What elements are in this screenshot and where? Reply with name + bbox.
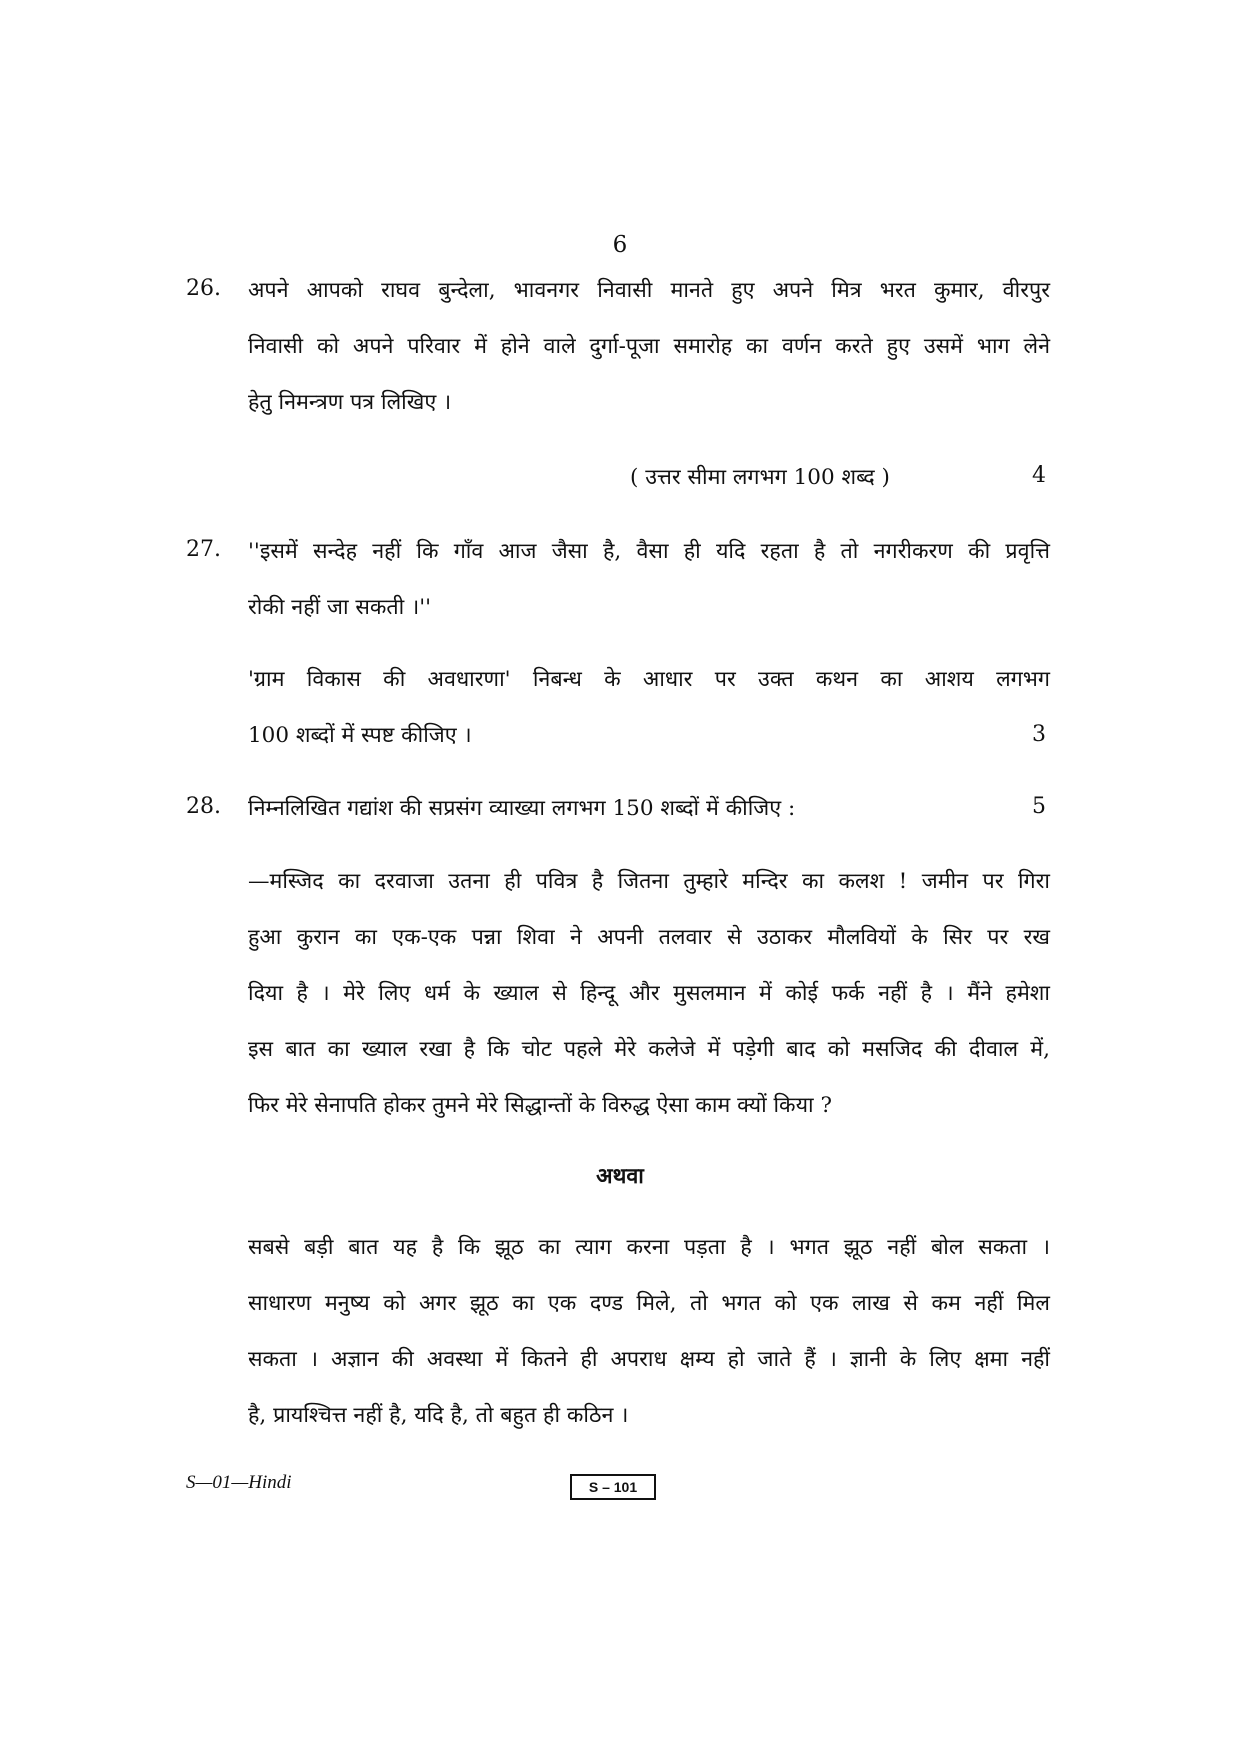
question-28-prompt: निम्नलिखित गद्यांश की सप्रसंग व्याख्या लगभग 150 शब्दों में कीजिए : bbox=[248, 796, 796, 821]
question-28-marks: 5 bbox=[1032, 794, 1046, 819]
passage-line: फिर मेरे सेनापति होकर तुमने मेरे सिद्धान्तों के विरुद्ध ऐसा काम क्यों किया ? bbox=[248, 1093, 832, 1118]
passage-line: —मस्जिद का दरवाजा उतना ही पवित्र है जितना तुम्हारे मन्दिर का कलश ! जमीन पर गिरा bbox=[248, 869, 1050, 894]
footer-set-code: S – 101 bbox=[570, 1474, 656, 1500]
question-27-line: 100 शब्दों में स्पष्ट कीजिए । bbox=[248, 723, 472, 748]
question-27-line: 'ग्राम विकास की अवधारणा' निबन्ध के आधार पर उक्त कथन का आशय लगभग bbox=[248, 667, 1050, 692]
passage-line: सबसे बड़ी बात यह है कि झूठ का त्याग करना पड़ता है । भगत झूठ नहीं बोल सकता । bbox=[248, 1235, 1050, 1260]
passage-line: इस बात का ख्याल रखा है कि चोट पहले मेरे कलेजे में पड़ेगी बाद को मसजिद की दीवाल में, bbox=[248, 1037, 1050, 1062]
passage-line: सकता । अज्ञान की अवस्था में कितने ही अपराध क्षम्य हो जाते हैं । ज्ञानी के लिए क्षमा नहीं bbox=[248, 1347, 1050, 1372]
question-26-marks: 4 bbox=[1032, 463, 1046, 488]
passage-line: दिया है । मेरे लिए धर्म के ख्याल से हिन्दू और मुसलमान में कोई फर्क नहीं है । मैंने हमेशा bbox=[248, 981, 1050, 1006]
question-26-line: हेतु निमन्त्रण पत्र लिखिए । bbox=[248, 390, 452, 415]
question-26-line: निवासी को अपने परिवार में होने वाले दुर्गा-पूजा समारोह का वर्णन करते हुए उसमें भाग लेने bbox=[248, 334, 1050, 359]
question-27-number: 27. bbox=[186, 537, 221, 562]
question-28-number: 28. bbox=[186, 794, 221, 819]
question-27-line: रोकी नहीं जा सकती ।'' bbox=[248, 595, 432, 620]
page-number: 6 bbox=[612, 232, 628, 258]
question-26-line: अपने आपको राघव बुन्देला, भावनगर निवासी मानते हुए अपने मित्र भरत कुमार, वीरपुर bbox=[248, 278, 1050, 303]
or-heading: अथवा bbox=[596, 1164, 644, 1189]
question-27-marks: 3 bbox=[1032, 722, 1046, 747]
question-26-word-limit: ( उत्तर सीमा लगभग 100 शब्द ) bbox=[630, 465, 890, 490]
footer-paper-code: S—01—Hindi bbox=[186, 1472, 292, 1493]
passage-line: हुआ कुरान का एक-एक पन्ना शिवा ने अपनी तलवार से उठाकर मौलवियों के सिर पर रख bbox=[248, 925, 1050, 950]
question-27-line: ''इसमें सन्देह नहीं कि गाँव आज जैसा है, वैसा ही यदि रहता है तो नगरीकरण की प्रवृत्ति bbox=[248, 539, 1050, 564]
passage-line: है, प्रायश्चित्त नहीं है, यदि है, तो बहुत ही कठिन । bbox=[248, 1403, 629, 1428]
passage-line: साधारण मनुष्य को अगर झूठ का एक दण्ड मिले, तो भगत को एक लाख से कम नहीं मिल bbox=[248, 1291, 1050, 1316]
question-26-number: 26. bbox=[186, 276, 221, 301]
